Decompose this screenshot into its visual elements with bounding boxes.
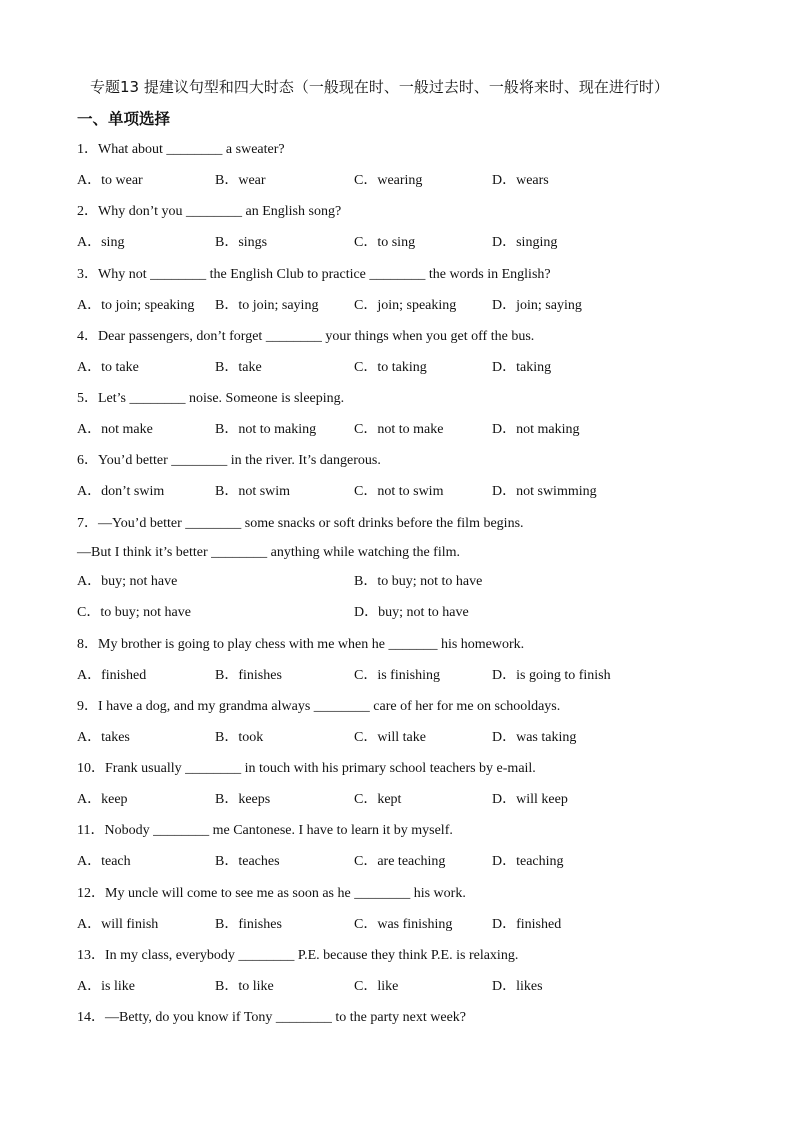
q5-option-c: C．not to make [354,422,444,437]
q9-option-b: B．took [215,730,264,745]
q1-option-c: C．wearing [354,173,423,188]
q2-option-a: A．sing [77,235,125,250]
q5-option-a: A．not make [77,422,153,437]
question-10-stem: 10．Frank usually ________ in touch with his primary school teachers by e-mail. [77,761,536,776]
q13-option-b: B．to like [215,979,274,994]
q1-option-a: A．to wear [77,173,143,188]
question-5-stem: 5．Let’s ________ noise. Someone is sleeping. [77,391,345,406]
q4-option-d: D．taking [492,360,552,375]
question-9-stem: 9．I have a dog, and my grandma always ________ care of her for me on schooldays. [77,699,561,714]
q7-option-c: C．to buy; not have [77,605,191,620]
q6-option-d: D．not swimming [492,484,597,499]
q11-option-d: D．teaching [492,854,564,869]
section-heading: 一、单项选择 [77,110,171,128]
q4-option-b: B．take [215,360,262,375]
q8-option-a: A．finished [77,668,147,683]
q10-option-a: A．keep [77,792,128,807]
q2-option-b: B．sings [215,235,268,250]
question-7-stem: 7．—You’d better ________ some snacks or soft drinks before the film begins. [77,516,524,531]
question-6-stem: 6．You’d better ________ in the river. It’s dangerous. [77,453,381,468]
q5-option-d: D．not making [492,422,580,437]
q12-option-d: D．finished [492,917,562,932]
question-11-stem: 11．Nobody ________ me Cantonese. I have to learn it by myself. [77,823,453,838]
q11-option-c: C．are teaching [354,854,446,869]
q12-option-b: B．finishes [215,917,282,932]
q11-option-a: A．teach [77,854,131,869]
q8-option-b: B．finishes [215,668,282,683]
q2-option-c: C．to sing [354,235,416,250]
question-2-stem: 2．Why don’t you ________ an English song? [77,204,342,219]
question-7-stem-reply: —But I think it’s better ________ anything while watching the film. [77,545,461,560]
q6-option-c: C．not to swim [354,484,444,499]
q6-option-b: B．not swim [215,484,291,499]
q4-option-a: A．to take [77,360,139,375]
q10-option-c: C．kept [354,792,402,807]
q13-option-c: C．like [354,979,399,994]
q13-option-a: A．is like [77,979,135,994]
q3-option-b: B．to join; saying [215,298,319,313]
q5-option-b: B．not to making [215,422,317,437]
q8-option-d: D．is going to finish [492,668,611,683]
q11-option-b: B．teaches [215,854,280,869]
q2-option-d: D．singing [492,235,558,250]
question-13-stem: 13．In my class, everybody ________ P.E. because they think P.E. is relaxing. [77,948,519,963]
q7-option-a: A．buy; not have [77,574,178,589]
question-12-stem: 12．My uncle will come to see me as soon as he ________ his work. [77,886,466,901]
q3-option-d: D．join; saying [492,298,582,313]
q6-option-a: A．don’t swim [77,484,165,499]
q3-option-c: C．join; speaking [354,298,457,313]
q8-option-c: C．is finishing [354,668,440,683]
q3-option-a: A．to join; speaking [77,298,195,313]
question-1-stem: 1．What about ________ a sweater? [77,142,285,157]
question-4-stem: 4．Dear passengers, don’t forget ________ your things when you get off the bus. [77,329,535,344]
q12-option-a: A．will finish [77,917,159,932]
page-title: 专题13 提建议句型和四大时态（一般现在时、一般过去时、一般将来时、现在进行时） [90,78,669,96]
q9-option-a: A．takes [77,730,130,745]
q1-option-b: B．wear [215,173,266,188]
question-14-stem: 14．—Betty, do you know if Tony ________ to the party next week? [77,1010,467,1025]
q12-option-c: C．was finishing [354,917,453,932]
q9-option-c: C．will take [354,730,426,745]
q1-option-d: D．wears [492,173,549,188]
question-3-stem: 3．Why not ________ the English Club to practice ________ the words in English? [77,267,551,282]
q10-option-d: D．will keep [492,792,568,807]
q13-option-d: D．likes [492,979,543,994]
q4-option-c: C．to taking [354,360,427,375]
q9-option-d: D．was taking [492,730,577,745]
q10-option-b: B．keeps [215,792,271,807]
question-8-stem: 8．My brother is going to play chess with me when he _______ his homework. [77,637,525,652]
q7-option-d: D．buy; not to have [354,605,469,620]
q7-option-b: B．to buy; not to have [354,574,483,589]
